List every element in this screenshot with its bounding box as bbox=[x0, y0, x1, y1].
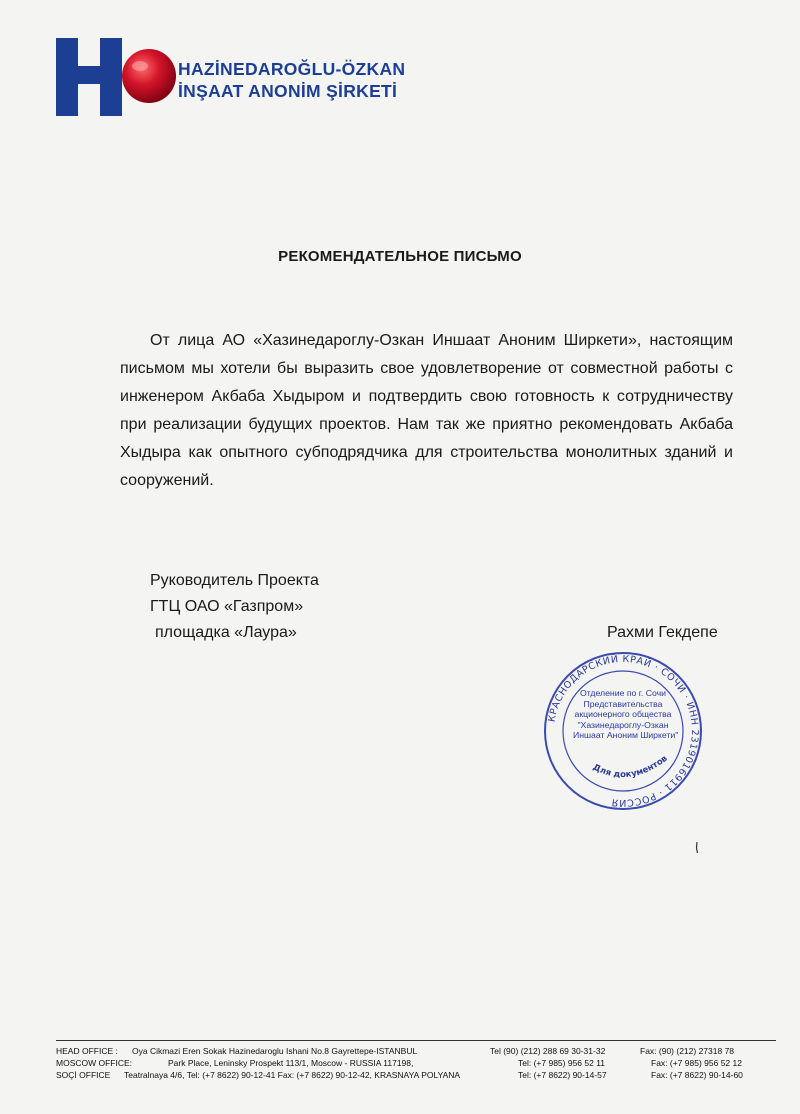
footer-fax: Fax: (+7 8622) 90-14-60 bbox=[651, 1070, 743, 1080]
stamp-line: Иншаат Аноним Ширкети" bbox=[573, 730, 679, 740]
signer-position-line1: Руководитель Проекта bbox=[150, 572, 319, 589]
footer-address: Oya Cikmazi Eren Sokak Hazinedaroglu Ishani No.8 Gayrettepe-ISTANBUL bbox=[132, 1046, 418, 1056]
footer-row-soci-office bbox=[56, 1069, 776, 1081]
company-name bbox=[178, 58, 405, 102]
company-name-line1: HAZİNEDAROĞLU-ÖZKAN bbox=[178, 59, 406, 79]
footer-label: MOSCOW OFFICE: bbox=[56, 1058, 133, 1068]
stamp-line: Отделение по г. Сочи bbox=[579, 688, 667, 698]
stamp-center-text bbox=[573, 688, 679, 741]
footer-tel: Tel (90) (212) 288 69 30-31-32 bbox=[490, 1046, 606, 1056]
ink-mark-icon bbox=[695, 842, 699, 854]
svg-text:Для документов bbox=[591, 754, 669, 780]
letter-body: От лица АО «Хазинедароглу-Озкан Иншаат Аноним Ширкети», настоящим письмом мы хотели бы выразить свое удовлетворение от совместной работы с инженером Акбаба Хыдыром и подтвердить свою готовность к сотрудничеству при реализации будущих проектов. Нам так же приятно рекомендовать Акбаба Хыдыра как опытного субподрядчика для строительства монолитных зданий и сооружений. bbox=[120, 332, 733, 489]
stamp-bottom-text: Для документов bbox=[591, 753, 670, 781]
letter-title: РЕКОМЕНДАТЕЛЬНОЕ ПИСЬМО bbox=[278, 248, 522, 265]
footer-label: SOÇİ OFFICE bbox=[56, 1070, 111, 1080]
signer-name: Рахми Гекдепе bbox=[607, 624, 718, 641]
stamp-line: Представительства bbox=[583, 698, 663, 709]
company-stamp bbox=[542, 650, 704, 812]
footer-row-moscow-office bbox=[56, 1057, 776, 1069]
footer-row-head-office bbox=[56, 1045, 776, 1057]
letterhead-footer bbox=[56, 1040, 776, 1081]
signature-block bbox=[150, 568, 319, 646]
footer-address: Park Place, Leninsky Prospekt 113/1, Moscow - RUSSIA 117198, bbox=[168, 1058, 414, 1068]
stamp-line: "Хазинедароглу-Озкан bbox=[577, 719, 669, 730]
footer-label: HEAD OFFICE : bbox=[56, 1046, 118, 1056]
stamp-line: акционерного общества bbox=[574, 709, 672, 719]
footer-tel: Tel: (+7 985) 956 52 11 bbox=[518, 1058, 606, 1068]
stamp-ring-text: КРАСНОДАРСКИЙ КРАЙ · СОЧИ · ИНН 2319016911 · РОССИЯ bbox=[546, 653, 701, 809]
company-logo-icon bbox=[56, 38, 176, 118]
company-name-line2: İNŞAAT ANONİM ŞİRKETİ bbox=[178, 81, 398, 101]
footer-address: Teatralnaya 4/6, Tel: (+7 8622) 90-12-41 Fax: (+7 8622) 90-12-42, KRASNAYA POLYANA bbox=[124, 1070, 461, 1080]
footer-fax: Fax: (+7 985) 956 52 12 bbox=[651, 1058, 742, 1068]
footer-tel: Tel: (+7 8622) 90-14-57 bbox=[518, 1070, 607, 1080]
signer-position-line3: площадка «Лаура» bbox=[155, 624, 297, 641]
footer-fax: Fax: (90) (212) 27318 78 bbox=[640, 1046, 735, 1056]
signer-position-line2: ГТЦ ОАО «Газпром» bbox=[150, 598, 304, 615]
